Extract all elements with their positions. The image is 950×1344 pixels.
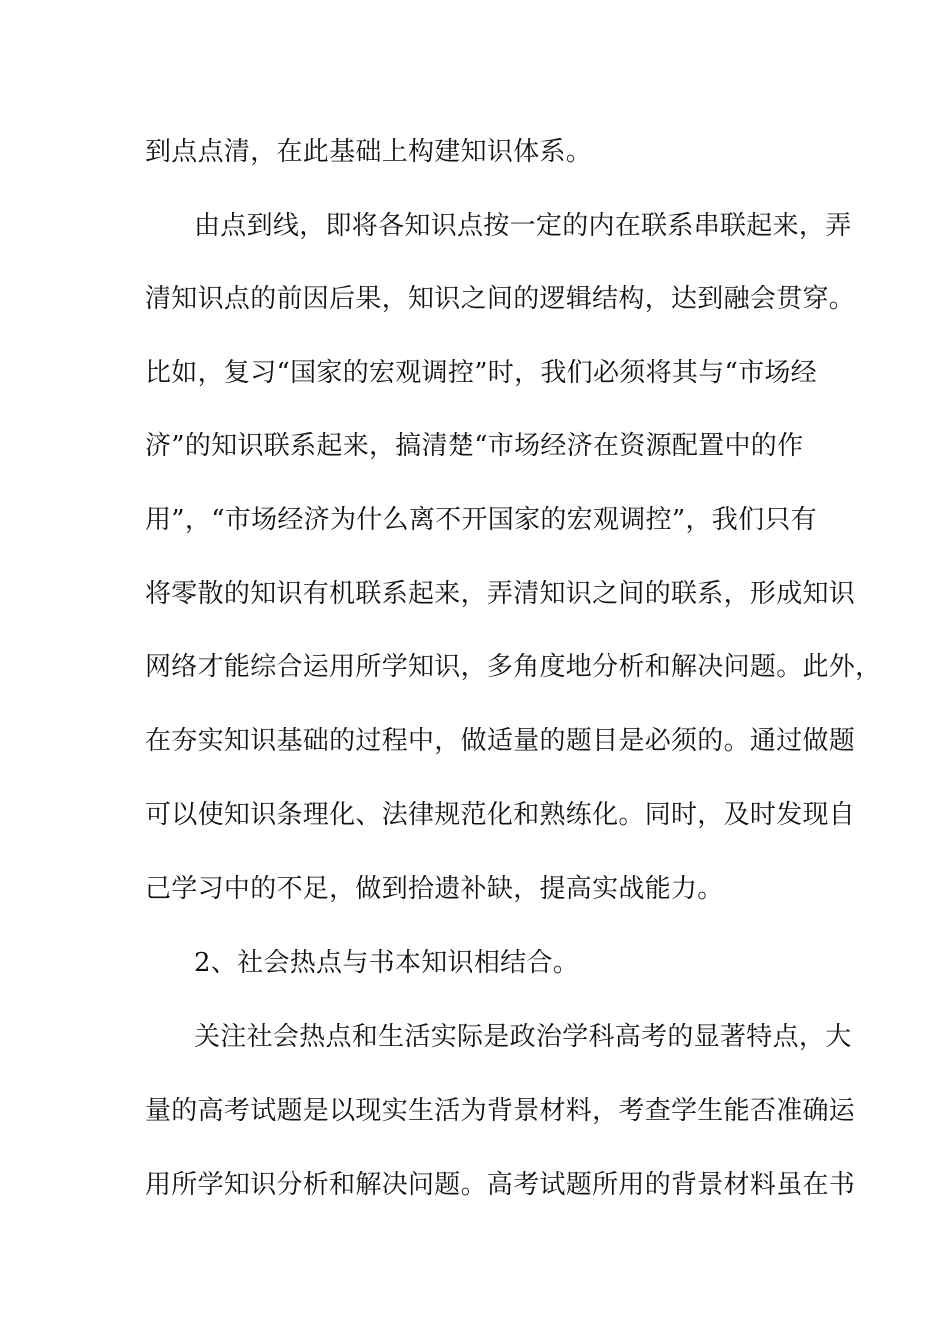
paragraph-line: 将零散的知识有机联系起来，弄清知识之间的联系，形成知识 (145, 579, 856, 609)
paragraph-line: 用”，“市场经济为什么离不开国家的宏观调控”，我们只有 (145, 505, 817, 535)
paragraph-line: 到点点清，在此基础上构建知识体系。 (145, 137, 593, 167)
paragraph-line: 比如，复习“国家的宏观调控”时，我们必须将其与“市场经 (145, 358, 817, 388)
paragraph-line: 关注社会热点和生活实际是政治学科高考的显著特点，大 (194, 1022, 852, 1052)
paragraph-line: 用所学知识分析和解决问题。高考试题所用的背景材料虽在书 (145, 1170, 856, 1200)
section-heading: 2、社会热点与书本知识相结合。 (194, 948, 580, 978)
paragraph-line: 可以使知识条理化、法律规范化和熟练化。同时，及时发现自 (145, 800, 856, 830)
paragraph-line: 在夯实知识基础的过程中，做适量的题目是必须的。通过做题 (145, 726, 856, 756)
paragraph-line: 清知识点的前因后果，知识之间的逻辑结构，达到融会贯穿。 (145, 284, 856, 314)
paragraph-line: 由点到线，即将各知识点按一定的内在联系串联起来，弄 (194, 211, 852, 241)
paragraph-line: 网络才能综合运用所学知识，多角度地分析和解决问题。此外， (145, 652, 882, 682)
paragraph-line: 济”的知识联系起来，搞清楚“市场经济在资源配置中的作 (145, 431, 804, 461)
paragraph-line: 己学习中的不足，做到拾遗补缺，提高实战能力。 (145, 874, 724, 904)
paragraph-line: 量的高考试题是以现实生活为背景材料，考查学生能否准确运 (145, 1096, 856, 1126)
